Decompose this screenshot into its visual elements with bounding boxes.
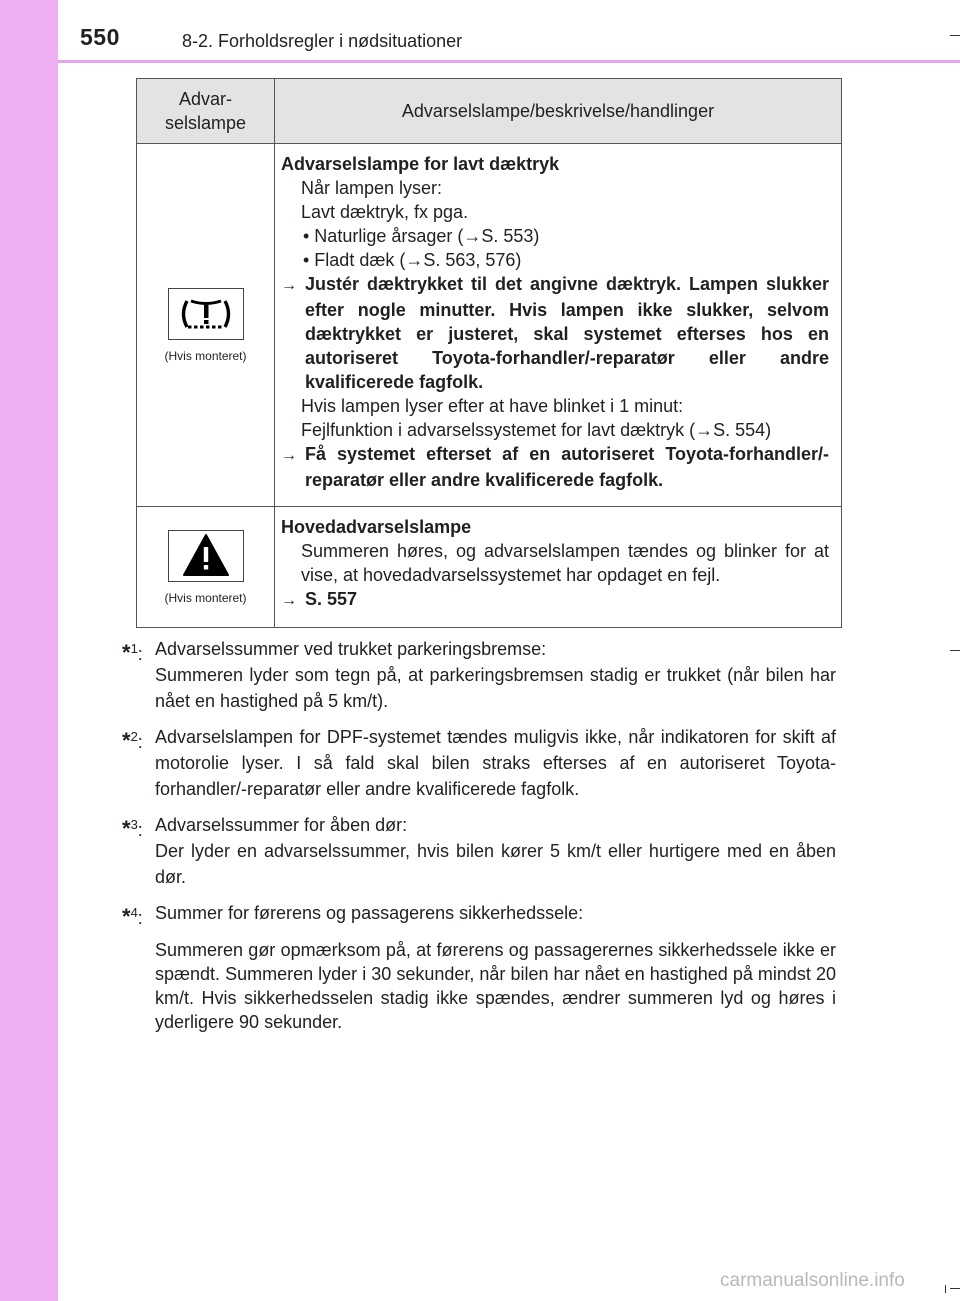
footnote: *$^4$: Summer for førerens og passagerens sikkerhedssele: Summeren gør opmærksom på, at førerens og passagerernes sikkerhedssele ikke er spændt. Summeren lyder i 30 sekunder, når bilen har nået en hastighed på mindst 20 km/t. Hvis sikkerhedsselen stadig ikke spændes, ændrer summeren lyd og høres i yderligere 90 sekunder. xyxy=(122,900,836,1034)
table-row xyxy=(137,144,842,507)
footnote: *$^1$: Advarselssummer ved trukket parkeringsbremse: Summeren lyder som tegn på, at parkeringsbremsen stadig er trukket (når bilen har nået en hastighed på 5 km/t). xyxy=(122,636,836,714)
icon-note: (Hvis monteret) xyxy=(164,348,247,363)
footnote-marker: *$^2$: xyxy=(122,728,143,753)
action-text: → Justér dæktrykket til det angivne dæktryk. Lampen slukker efter nogle minutter. Hvis lampen ikke slukker, selvom dæktrykket er justeret, skal systemet efterses hos en autoriseret Toyota-forhandler/-reparatør eller andre kvalificerede fagfolk. xyxy=(281,274,829,392)
bullet-item: • Fladt dæk (→S. 563, 576) xyxy=(303,250,522,270)
crop-mark xyxy=(950,650,960,651)
chapter-tab-band xyxy=(0,0,58,1301)
crop-mark xyxy=(950,35,960,36)
lamp-cell xyxy=(137,144,275,507)
lamp-title: Advarselslampe for lavt dæktryk xyxy=(281,154,560,174)
lamp-cell xyxy=(137,507,275,628)
table-row xyxy=(137,507,842,628)
description-text: Summeren høres, og advarselslampen tændes og blinker for at vise, at hovedadvarselssystemet har opdaget en fejl. xyxy=(301,541,829,585)
cause-text: Lavt dæktryk, fx pga. xyxy=(301,202,469,222)
footnote-marker: *$^4$: xyxy=(122,904,143,929)
header-rule xyxy=(58,60,960,63)
cause-text: Fejlfunktion i advarselssystemet for lavt dæktryk (→S. 554) xyxy=(301,420,772,440)
footnote: *$^2$: Advarselslampen for DPF-systemet tændes muligvis ikke, når indikatoren for skift af motorolie lyser. I så fald skal bilen straks efterses af en autoriseret Toyota-forhandler/-reparatør eller andre kvalificerede fagfolk. xyxy=(122,724,836,802)
page-reference: → S. 557 xyxy=(281,589,358,609)
footnote-marker: *$^1$: xyxy=(122,640,143,665)
bullet-item: • Naturlige årsager (→S. 553) xyxy=(303,226,540,246)
condition-text: Når lampen lyser: xyxy=(301,178,443,198)
footnote: *$^3$: Advarselssummer for åben dør: Der lyder en advarselssummer, hvis bilen kører 5 km/t eller hurtigere med en åben dør. xyxy=(122,812,836,890)
condition-text: Hvis lampen lyser efter at have blinket i 1 minut: xyxy=(301,396,684,416)
footnotes xyxy=(122,636,836,1044)
crop-mark xyxy=(950,1288,960,1289)
lamp-title: Hovedadvarselslampe xyxy=(281,517,472,537)
master-warning-triangle-icon xyxy=(168,530,244,582)
description-cell xyxy=(275,144,842,507)
footnote-marker: *$^3$: xyxy=(122,816,143,841)
section-title: 8-2. Forholdsregler i nødsituationer xyxy=(182,31,463,51)
tire-pressure-warning-icon xyxy=(168,288,244,340)
crop-mark xyxy=(945,1285,946,1293)
action-text: → Få systemet efterset af en autoriseret Toyota-forhandler/-reparatør eller andre kvalificerede fagfolk. xyxy=(281,444,829,490)
col-header-lamp: Advar- selslampe xyxy=(137,79,275,144)
icon-note: (Hvis monteret) xyxy=(164,590,247,605)
col-header-description: Advarselslampe/beskrivelse/handlinger xyxy=(275,79,842,144)
page-number: 550 xyxy=(80,24,120,50)
warning-lights-table xyxy=(136,78,842,628)
watermark: carmanualsonline.info xyxy=(720,1270,905,1291)
description-cell xyxy=(275,507,842,628)
